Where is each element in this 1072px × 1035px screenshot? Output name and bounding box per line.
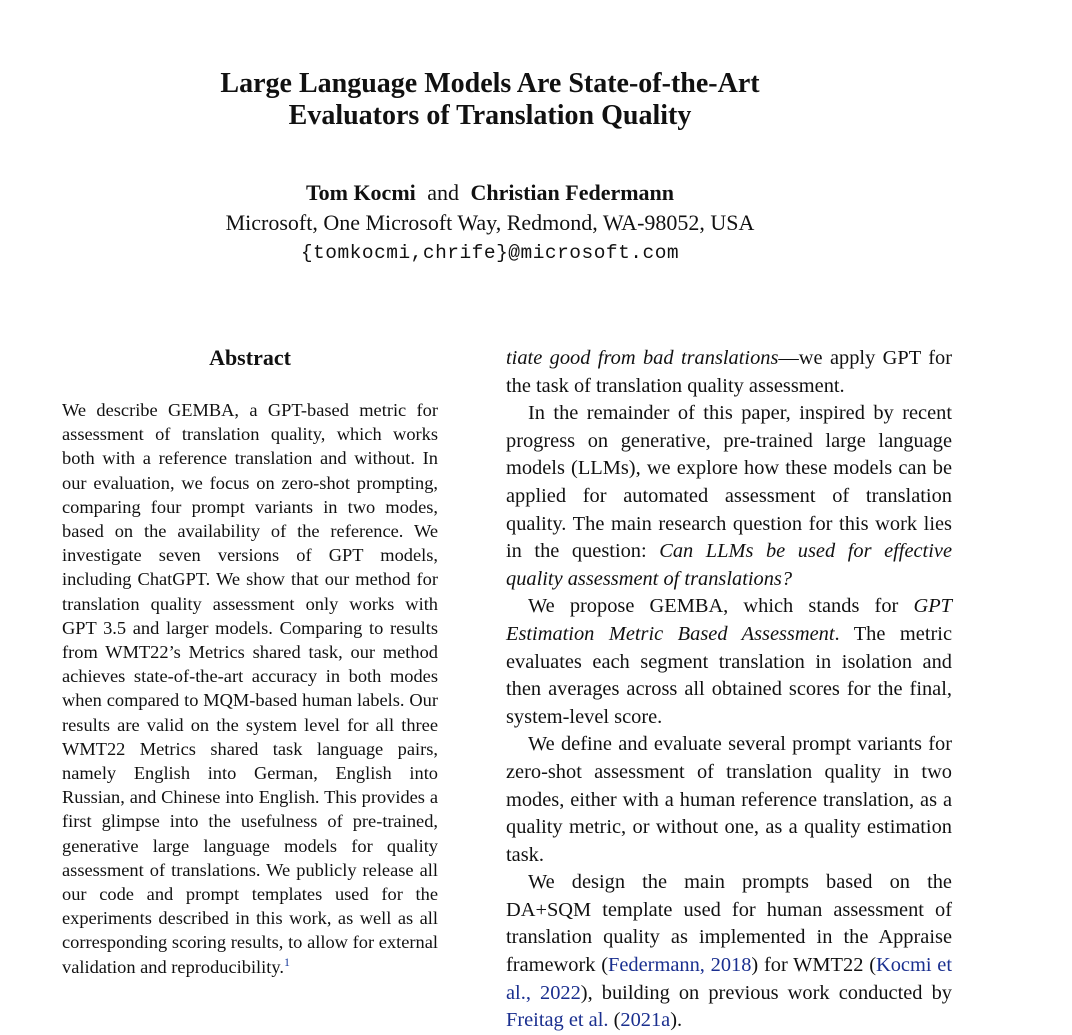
p2-start: We propose GEMBA, which stands for [528, 595, 914, 618]
p4-mid: ) for WMT22 ( [751, 954, 876, 977]
author-2: Christian Federmann [470, 180, 675, 205]
p2-rest: . The metric evaluates each segment translation in isolation and then averages across all obtained scores for the final, system-level score. [506, 622, 952, 728]
citation-freitag-authors[interactable]: Freitag et al. [506, 1009, 609, 1032]
p4-end: ), building on previous work conducted by [580, 981, 952, 1004]
paper-title [0, 68, 980, 132]
citation-freitag-2021a[interactable]: 2021a [620, 1009, 671, 1032]
p0-italic: tiate good from bad translations [506, 347, 779, 369]
p1-text: In the remainder of this paper, inspired by recent progress on generative, pre-trained large language models (LLMs), we explore how these models can be applied for automated assessment of translation quality. The main research question for this work lies in the question: [506, 402, 952, 563]
abstract-heading: Abstract [209, 345, 291, 370]
citation-kocmi-2022[interactable]: Kocmi et al., 2022 [506, 954, 952, 1004]
author-email: {tomkocmi,chrife}@microsoft.com [300, 242, 680, 264]
author-1: Tom Kocmi [305, 180, 416, 205]
paragraph-0 [506, 345, 952, 400]
author-block [0, 178, 980, 268]
paragraph-4 [506, 869, 952, 1035]
p4-start: We design the main prompts based on the DA+SQM template used for human assessment of translation quality as implemented in the Appraise framework ( [506, 871, 952, 977]
paragraph-3 [506, 731, 952, 869]
author-names [0, 178, 980, 208]
title-line-1: Large Language Models Are State-of-the-Art [220, 68, 760, 99]
intro-column [506, 345, 952, 1035]
paragraph-1 [506, 400, 952, 593]
author-separator: and [427, 180, 460, 205]
citation-federmann-2018[interactable]: Federmann, 2018 [608, 954, 752, 977]
paragraph-2 [506, 593, 952, 731]
p3-text: We define and evaluate several prompt variants for zero-shot assessment of translation quality in two modes, either with a human reference translation, as a quality metric, or without one, as a quality estimation task. [506, 733, 952, 866]
footnote-mark[interactable]: 1 [284, 954, 290, 969]
affiliation: Microsoft, One Microsoft Way, Redmond, WA-98052, USA [225, 210, 755, 235]
research-question: Can LLMs be used for effective quality assessment of translations? [506, 540, 952, 590]
p4-paren: ( [608, 1009, 621, 1032]
abstract-body [62, 398, 438, 979]
p0-rest: —we apply GPT for the task of translation quality assessment. [506, 347, 952, 397]
p4-close: ). [670, 1009, 683, 1032]
gemba-expansion: GPT Estimation Metric Based Assessment [506, 595, 952, 645]
abstract-text: We describe GEMBA, a GPT-based metric for assessment of translation quality, which works both with a reference translation and without. In our evaluation, we focus on zero-shot prompting, comparing four prompt variants in two modes, based on the availability of the reference. We investigate seven versions of GPT models, including ChatGPT. We show that our method for translation quality assessment only works with GPT 3.5 and larger models. Comparing to results from WMT22’s Metrics shared task, our method achieves state-of-the-art accuracy in both modes when compared to MQM-based human labels. Our results are valid on the system level for all three WMT22 Metrics shared task language pairs, namely English into German, English into Russian, and Chinese into English. This provides a first glimpse into the usefulness of pre-trained, generative large language models for quality assessment of translations. We publicly release all our code and prompt templates used for the experiments described in this work, as well as all corresponding scoring results, to allow for external validation and reproducibility. [62, 400, 438, 977]
title-line-2: Evaluators of Translation Quality [288, 100, 692, 131]
